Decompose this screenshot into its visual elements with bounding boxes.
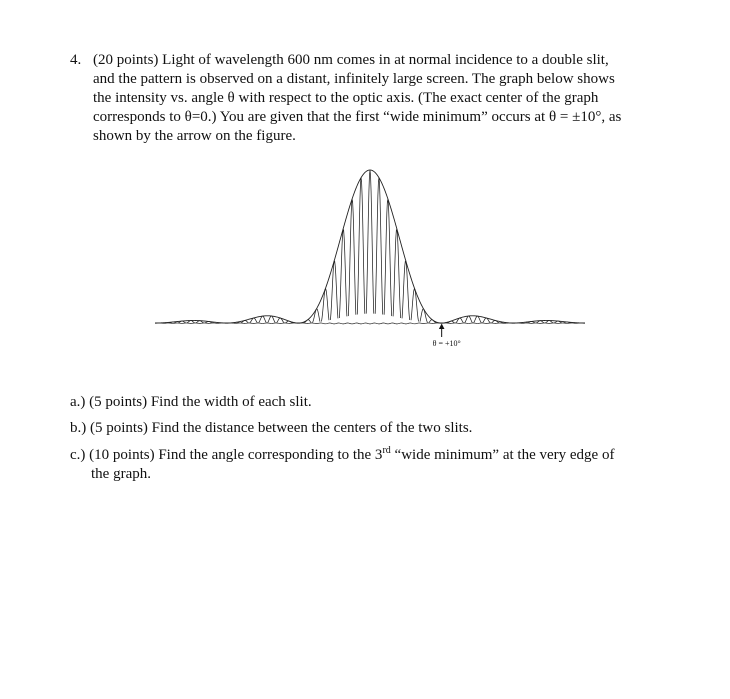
part-c-superscript: rd: [382, 445, 391, 456]
fringe-29: [465, 316, 473, 323]
intensity-figure: [140, 160, 600, 355]
part-c-text-end: “wide minimum” at the very edge of the graph.: [91, 447, 615, 482]
fringe-25: [420, 309, 428, 323]
fringe-21: [384, 199, 392, 316]
fringe-18: [357, 178, 365, 315]
fringe-14: [321, 289, 329, 322]
fringe-lines: [169, 170, 571, 323]
fringe-8: [259, 316, 267, 323]
problem-number: 4.: [70, 52, 82, 68]
intensity-graph: [140, 160, 600, 355]
arrow-head: [439, 324, 445, 330]
theta-annotation: θ = +10°: [432, 339, 461, 348]
part-b: b.) (5 points) Find the distance between the centers of the two slits.: [70, 420, 473, 436]
envelope-curve: [155, 170, 585, 323]
problem-stem: (20 points) Light of wavelength 600 nm comes in at normal incidence to a double slit, and the pattern is observed on a distant, infinitely large screen. The graph below shows the intensity vs. angle θ with respect to the optic axis. (The exact center of the graph corresponds to θ=0.) You are given that the first “wide minimum” occurs at θ = ±10°, as shown by the arrow on the figure.: [93, 52, 622, 144]
fringe-30: [474, 316, 482, 323]
fringe-24: [411, 289, 419, 322]
fringe-17: [348, 199, 356, 316]
fringe-13: [312, 309, 320, 323]
fringe-16: [339, 229, 347, 318]
problem-4: [70, 51, 630, 146]
fringe-22: [393, 229, 401, 318]
baseline: [155, 323, 585, 324]
minimum-arrow: [439, 324, 445, 338]
fringe-20: [375, 178, 383, 315]
problem-parts: [70, 393, 630, 484]
fringe-19: [366, 170, 374, 314]
part-a: a.) (5 points) Find the width of each slit.: [70, 394, 312, 410]
part-c-text-start: c.) (10 points) Find the angle corresponding to the 3: [70, 447, 383, 463]
part-c: [70, 446, 630, 484]
fringe-9: [268, 316, 276, 323]
